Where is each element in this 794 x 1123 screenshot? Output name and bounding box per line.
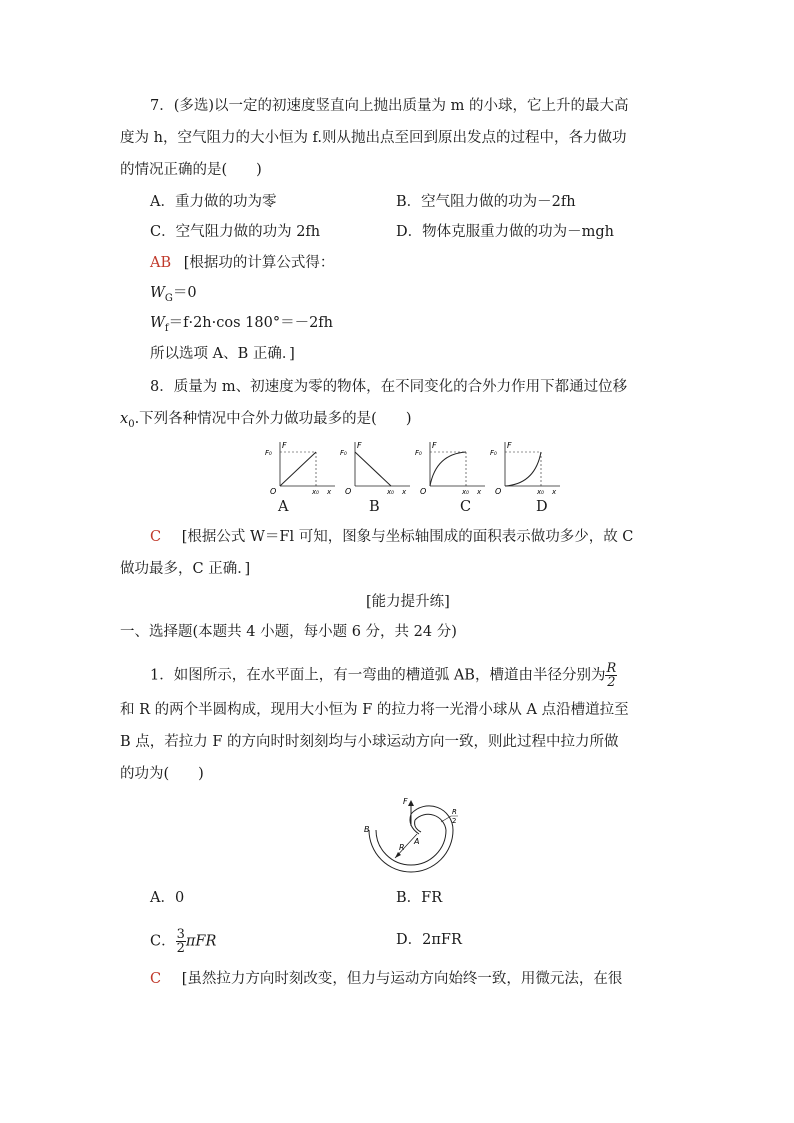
graph-a-x-label: x <box>327 488 332 496</box>
q1-option-b: B．FR <box>396 890 443 906</box>
graph-c-F0-label: F₀ <box>415 449 422 457</box>
q1-optc-prefix: C． <box>150 933 176 950</box>
graph-a-F0-label: F₀ <box>265 449 272 457</box>
q8-explanation-line1 <box>150 527 633 547</box>
graph-a-F-label: F <box>282 441 287 450</box>
q1-fig-B-label: B <box>364 825 370 834</box>
q1-line4: 的功为( ) <box>120 766 204 782</box>
q8-line2 <box>120 409 411 435</box>
graph-c-O-label: O <box>420 487 427 496</box>
graph-c <box>415 441 485 496</box>
q7-expl1: [根据功的计算公式得： <box>183 255 335 271</box>
q1-line2: 和 R 的两个半圆构成，现用大小恒为 F 的拉力将一光滑小球从 A 点沿槽道拉至 <box>120 702 629 718</box>
q8-answer: C <box>150 529 162 545</box>
q7-option-d: D．物体克服重力做的功为－mgh <box>396 224 614 240</box>
q7-option-b: B．空气阻力做的功为－2fh <box>396 194 576 210</box>
q1-line1-text: 1．如图所示，在水平面上，有一弯曲的槽道弧 AB，槽道由半径分别为 <box>150 667 606 684</box>
graph-b <box>340 441 410 496</box>
q8-x: x <box>120 411 129 427</box>
section-subheading: 一、选择题(本题共 4 小题，每小题 6 分，共 24 分) <box>120 624 457 640</box>
graph-label-c: C <box>460 499 472 515</box>
graph-d-x0-label: x₀ <box>537 488 544 496</box>
graph-a-x0-label: x₀ <box>312 488 319 496</box>
graph-b-x-label: x <box>402 488 407 496</box>
q8-line2-rest: .下列各种情况中合外力做功最多的是( ) <box>134 411 412 427</box>
q1-fraction-r-over-2 <box>605 662 617 689</box>
q7-line2: 度为 h，空气阻力的大小恒为 f.则从抛出点至回到原出发点的过程中，各力做功 <box>120 130 627 146</box>
q1-optc-den: 2 <box>176 941 185 956</box>
q1-fig-R2-den: 2 <box>452 817 457 825</box>
q7-line3: 的情况正确的是( ) <box>120 162 262 178</box>
q7-option-c: C．空气阻力做的功为 2fh <box>150 224 321 240</box>
q1-option-c <box>150 928 216 955</box>
q1-optc-num: 3 <box>176 927 185 942</box>
q1-fig-R-label: R <box>399 843 405 852</box>
q7-explanation-line4: 所以选项 A、B 正确．] <box>150 346 295 362</box>
graph-d-F-label: F <box>507 441 512 450</box>
q7-explanation-line1 <box>150 253 334 273</box>
q1-option-a: A．0 <box>150 890 185 906</box>
graph-b-F-label: F <box>357 441 362 450</box>
graph-b-F0-label: F₀ <box>340 449 347 457</box>
q7-expl3-w: W <box>150 315 165 331</box>
graph-a-O-label: O <box>270 487 277 496</box>
graph-d-O-label: O <box>495 487 502 496</box>
q7-expl2-w: W <box>150 285 165 301</box>
graph-c-x0-label: x₀ <box>462 488 469 496</box>
section-heading: [能力提升练] <box>366 594 450 610</box>
q1-frac-den: 2 <box>607 675 616 690</box>
graph-b-O-label: O <box>345 487 352 496</box>
q1-groove-figure <box>355 792 467 878</box>
q7-explanation-line2 <box>150 283 197 309</box>
q1-answer: C <box>150 971 162 987</box>
graph-c-x-label: x <box>477 488 482 496</box>
q8-graphs <box>260 436 570 496</box>
q7-expl2-rest: ＝0 <box>172 285 197 301</box>
q1-fig-F-label: F <box>403 797 408 806</box>
graph-label-b: B <box>369 499 380 515</box>
q7-expl3-rest: ＝f·2h·cos 180°＝－2fh <box>168 315 334 331</box>
q8-x-sub: 0 <box>128 418 135 430</box>
q1-expl1: [虽然拉力方向时刻改变，但力与运动方向始终一致，用微元法，在很 <box>181 971 623 987</box>
q7-explanation-line3 <box>150 313 333 339</box>
q7-expl2-sub: G <box>164 292 173 304</box>
q1-line3: B 点，若拉力 F 的方向时时刻刻均与小球运动方向一致，则此过程中拉力所做 <box>120 734 619 750</box>
graph-c-F-label: F <box>432 441 437 450</box>
graph-a <box>265 441 335 496</box>
graph-d-x-label: x <box>552 488 557 496</box>
q1-line1 <box>150 662 617 689</box>
q1-option-d: D．2πFR <box>396 932 462 948</box>
q1-explanation-line1 <box>150 969 622 989</box>
graph-label-d: D <box>536 499 548 515</box>
q8-line1: 8．质量为 m、初速度为零的物体，在不同变化的合外力作用下都通过位移 <box>150 379 628 395</box>
q7-answer: AB <box>150 255 172 271</box>
q1-optc-post: πFR <box>185 933 217 950</box>
graph-d <box>490 441 560 496</box>
q8-expl1: [根据公式 W＝Fl 可知，图象与坐标轴围成的面积表示做功多少，故 C <box>181 529 634 545</box>
q1-fig-R2-num: R <box>452 808 457 816</box>
q1-optc-fraction <box>176 928 186 955</box>
q8-explanation-line2: 做功最多，C 正确．] <box>120 561 251 577</box>
graph-d-F0-label: F₀ <box>490 449 497 457</box>
q1-fig-A-label: A <box>414 837 420 846</box>
q1-frac-num: R <box>606 661 617 676</box>
graph-label-a: A <box>278 499 289 515</box>
q7-option-a: A．重力做的功为零 <box>150 194 277 210</box>
graph-b-x0-label: x₀ <box>387 488 394 496</box>
q7-line1: 7．(多选)以一定的初速度竖直向上抛出质量为 m 的小球，它上升的最大高 <box>150 98 629 114</box>
q7-expl3-sub: f <box>164 322 169 334</box>
